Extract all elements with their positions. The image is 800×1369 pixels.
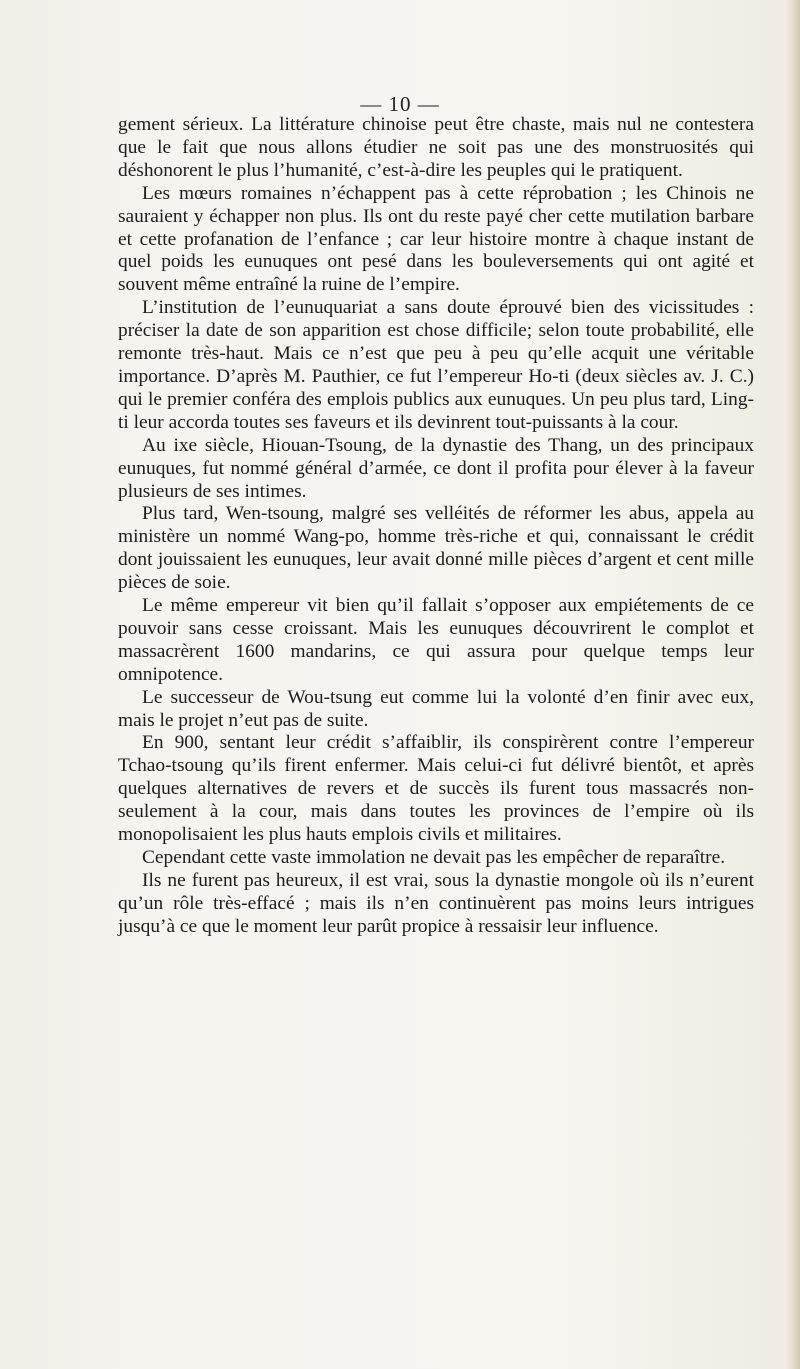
paragraph-2: Les mœurs romaines n’échappent pas à cette réprobation ; les Chinois ne sauraient y échapper non plus. Ils ont du reste payé cher cette mutilation barbare et cette profanation de l’enfance ; car leur histoire montre à chaque instant de quel poids les eunuques ont pesé dans les bouleversements qui ont agité et souvent même entraîné la ruine de l’empire. — [118, 182, 754, 296]
paragraph-1: gement sérieux. La littérature chinoise peut être chaste, mais nul ne contestera que le fait que nous allons étudier ne soit pas une des monstruosités qui déshonorent le plus l’humanité, c’est-à-dire les peuples qui le pratiquent. — [118, 114, 754, 181]
page-edge-shadow — [786, 0, 800, 1369]
paragraph-6: Le même empereur vit bien qu’il fallait s’opposer aux empiétements de ce pouvoir sans cesse croissant. Mais les eunuques découvrirent le complot et massacrèrent 1600 mandarins, ce qui assura pour quelque temps leur omnipotence. — [118, 595, 754, 685]
page-number: — 10 — — [360, 92, 440, 116]
paragraph-5: Plus tard, Wen-tsoung, malgré ses velléités de réformer les abus, appela au ministère un nommé Wang-po, homme très-riche et qui, connaissant le crédit dont jouissaient les eunuques, leur avait donné mille pièces d’argent et cent mille pièces de soie. — [118, 503, 754, 594]
paragraph-9: Cependant cette vaste immolation ne devait pas les empêcher de reparaître. — [142, 847, 726, 868]
paragraph-3: L’institution de l’eunuquariat a sans doute éprouvé bien des vicissitudes : préciser la date de son apparition est chose difficile; selon toute probabilité, elle remonte très-haut. Mais ce n’est que peu à peu qu’elle acquit une véritable importance. D’après M. Pauthier, ce fut l’empereur Ho-ti (deux siècles av. J. C.) qui le premier conféra des emplois publics aux eunuques. Un peu plus tard, Ling-ti leur accorda toutes ses faveurs et ils devinrent tout-puissants à la cour. — [118, 297, 754, 433]
paragraph-10: Ils ne furent pas heureux, il est vrai, sous la dynastie mongole où ils n’eurent qu’un rôle très-effacé ; mais ils n’en continuèrent pas moins leurs intrigues jusqu’à ce que le moment leur parût propice à ressaisir leur influence. — [118, 869, 754, 937]
paragraph-8: En 900, sentant leur crédit s’affaiblir, ils conspirèrent contre l’empereur Tchao-tsoung qu’ils firent enfermer. Mais celui-ci fut délivré bientôt, et après quelques alternatives de revers et de succès ils furent tous massacrés non-seulement à la cour, mais dans toutes les provinces de l’empire où ils monopolisaient les plus hauts emplois civils et militaires. — [118, 732, 754, 846]
paragraph-4: Au ixe siècle, Hiouan-Tsoung, de la dynastie des Thang, un des principaux eunuques, fut nommé général d’armée, ce dont il profita pour élever à la faveur plusieurs de ses intimes. — [118, 434, 754, 502]
paragraph-7: Le successeur de Wou-tsung eut comme lui la volonté d’en finir avec eux, mais le projet n’eut pas de suite. — [118, 686, 754, 731]
body-text — [118, 114, 754, 939]
